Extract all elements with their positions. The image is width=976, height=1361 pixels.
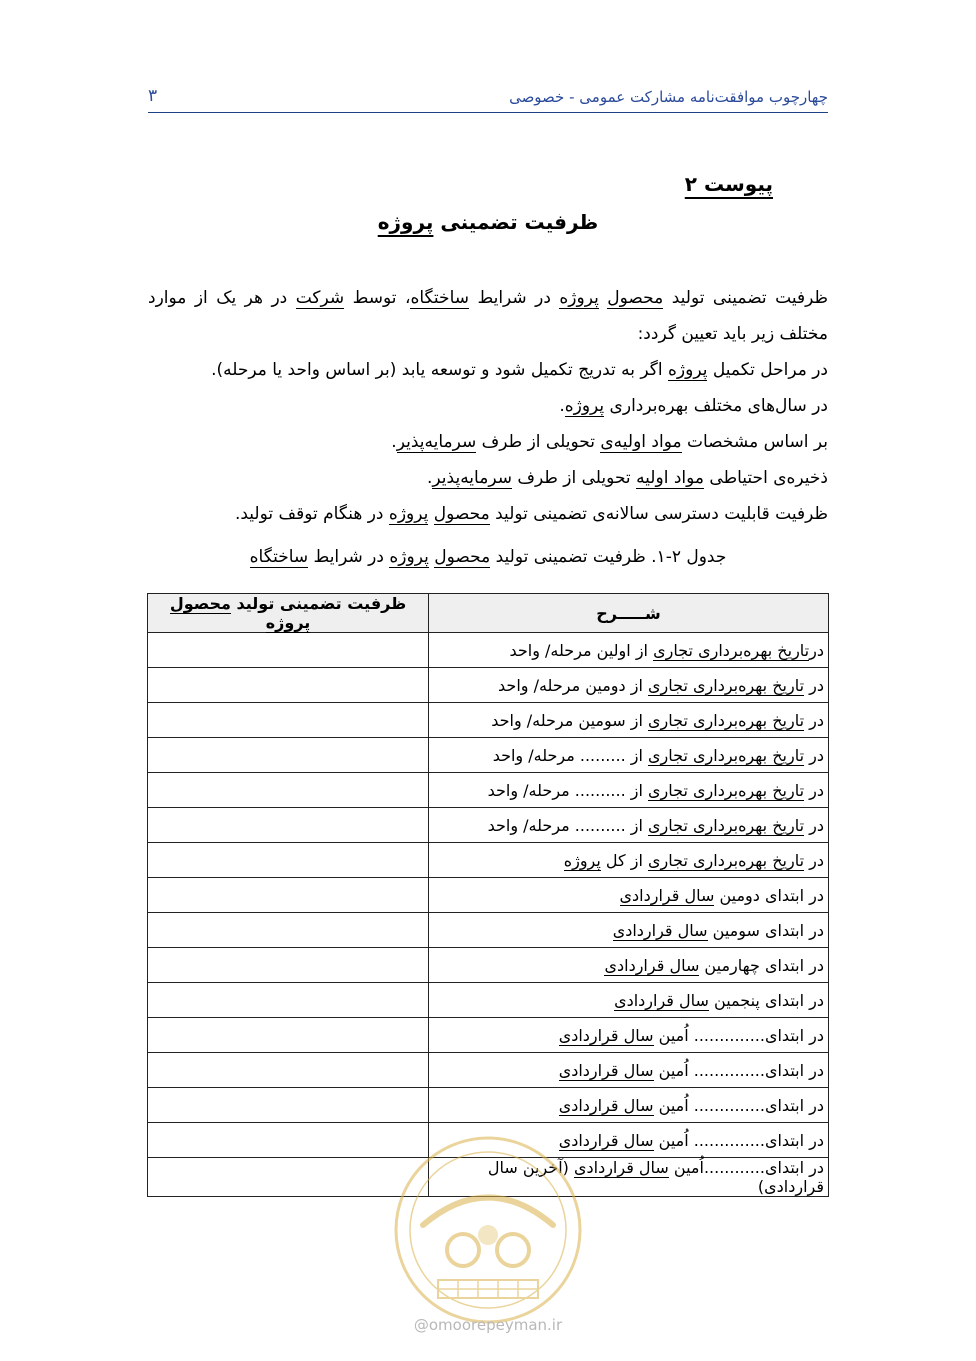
capacity-cell[interactable]	[148, 983, 429, 1018]
row-text: در	[804, 850, 824, 870]
row-text: در ابتدای............اُمین	[668, 1158, 824, 1177]
row-description	[429, 773, 829, 808]
capacity-cell[interactable]	[148, 738, 429, 773]
capacity-cell[interactable]	[148, 773, 429, 808]
row-term: سال قراردادی	[558, 1060, 654, 1080]
row-text: از کل	[600, 850, 648, 870]
row-text: در	[804, 745, 824, 765]
title-underlined: پروژه	[377, 210, 434, 234]
term-product: محصول	[607, 288, 664, 308]
row-term: سال قراردادی	[573, 1158, 669, 1177]
title-prefix: ظرفیت تضمینی	[440, 210, 599, 234]
row-text: در	[804, 815, 824, 835]
header-cap-term1: محصول	[169, 594, 231, 613]
watermark-logo-icon	[383, 1130, 593, 1330]
table-row	[148, 878, 829, 913]
item4-b: .	[427, 468, 433, 488]
row-text: در	[804, 675, 824, 695]
caption-a: جدول ۲-۱. ظرفیت تضمینی تولید	[490, 547, 727, 567]
row-term: سال قراردادی	[558, 1025, 654, 1045]
item5-sp	[428, 504, 433, 524]
row-term: سال قراردادی	[612, 920, 708, 940]
item5-term1: محصول	[433, 504, 490, 524]
header-capacity	[148, 594, 429, 633]
page-number: ۳	[148, 86, 158, 106]
table-row	[148, 913, 829, 948]
item5-b: در هنگام توقف تولید.	[234, 504, 389, 524]
table-row	[148, 983, 829, 1018]
capacity-cell[interactable]	[148, 1088, 429, 1123]
table-header-row	[148, 594, 829, 633]
row-description	[429, 1088, 829, 1123]
row-text: (آخرین سال قراردادی)	[487, 1158, 824, 1196]
item4-m: تحویلی از طرف	[511, 468, 637, 488]
capacity-cell[interactable]	[148, 948, 429, 983]
row-description	[429, 703, 829, 738]
table-row	[148, 703, 829, 738]
item4-term1: مواد اولیه	[636, 468, 705, 488]
capacity-cell[interactable]	[148, 703, 429, 738]
item4-a: ذخیره‌ی احتیاطی	[704, 468, 828, 488]
header-description: شـــــرح	[429, 594, 829, 633]
header-cap-a: ظرفیت تضمینی تولید	[230, 594, 407, 613]
capacity-cell[interactable]	[148, 808, 429, 843]
row-term: تاریخ بهره‌برداری تجاری	[648, 850, 805, 870]
row-description	[429, 668, 829, 703]
item3-b: .	[391, 432, 397, 452]
table-row	[148, 668, 829, 703]
item3-term1: مواد اولیه‌ی	[600, 432, 682, 452]
list-item	[148, 388, 828, 424]
row-description	[429, 913, 829, 948]
page-header	[148, 84, 828, 113]
item5-a: ظرفیت قابلیت دسترسی سالانه‌ی تضمینی تولید	[489, 504, 828, 524]
row-text: از دومین مرحله/ واحد	[498, 675, 648, 695]
row-text: در ابتدای پنجمین	[708, 990, 824, 1010]
term-project: پروژه	[559, 288, 599, 308]
row-term: تاریخ بهره‌برداری تجاری	[648, 780, 805, 800]
row-term: تاریخ بهره‌برداری تجاری	[653, 640, 810, 660]
item2-term: پروژه	[564, 396, 605, 416]
item3-a: بر اساس مشخصات	[681, 432, 828, 452]
table-row	[148, 948, 829, 983]
row-description	[429, 808, 829, 843]
row-text: در ابتدای چهارمین	[699, 955, 824, 975]
list-item	[148, 352, 828, 388]
caption-term1: محصول	[434, 547, 491, 567]
row-term: تاریخ بهره‌برداری تجاری	[648, 675, 805, 695]
row-text: در	[804, 710, 824, 730]
row-text: در ابتدای.............. اُمین	[653, 1130, 824, 1150]
table-row	[148, 633, 829, 668]
item1-term: پروژه	[668, 360, 708, 380]
capacity-cell[interactable]	[148, 1053, 429, 1088]
row-description	[429, 983, 829, 1018]
term-company: شرکت	[295, 288, 345, 308]
item1-b: اگر به تدریج تکمیل شود و توسعه یابد (بر اساس واحد یا مرحله).	[211, 360, 669, 380]
row-description	[429, 948, 829, 983]
table-row	[148, 1088, 829, 1123]
row-term: تاریخ بهره‌برداری تجاری	[648, 710, 805, 730]
intro-seg1: ظرفیت تضمینی تولید	[663, 288, 828, 308]
intro-seg4: در هر یک از موارد مختلف زیر باید تعیین گردد:	[148, 288, 828, 344]
list-item	[148, 496, 828, 532]
row-text: در ابتدای.............. اُمین	[653, 1060, 824, 1080]
row-text: در ابتدای سومین	[707, 920, 824, 940]
row-term: سال قراردادی	[604, 955, 700, 975]
row-term: تاریخ بهره‌برداری تجاری	[648, 745, 805, 765]
capacity-cell[interactable]	[148, 913, 429, 948]
row-term: سال قراردادی	[614, 990, 709, 1010]
row-description	[429, 1053, 829, 1088]
caption-term3: ساختگاه	[249, 547, 309, 567]
item3-m: تحویلی از طرف	[476, 432, 601, 452]
item2-b: .	[559, 396, 565, 416]
row-text: از .......... مرحله/ واحد	[487, 815, 648, 835]
caption-m: در شرایط	[308, 547, 390, 567]
row-text: از ......... مرحله/ واحد	[492, 745, 648, 765]
caption-term2: پروژه	[389, 547, 429, 567]
row-description	[429, 1018, 829, 1053]
footer-url: @omoorepeyman.ir	[413, 1316, 563, 1334]
capacity-cell[interactable]	[148, 843, 429, 878]
table-caption	[0, 547, 976, 567]
body-text	[148, 280, 828, 532]
capacity-cell[interactable]	[148, 668, 429, 703]
row-term: تاریخ بهره‌برداری تجاری	[648, 815, 805, 835]
row-text: در	[804, 780, 824, 800]
table-row	[148, 1018, 829, 1053]
row-term: سال قراردادی	[619, 885, 715, 905]
list-item	[148, 424, 828, 460]
row-text: در ابتدای دومین	[714, 885, 824, 905]
list-item	[148, 460, 828, 496]
term-site: ساختگاه	[410, 288, 469, 308]
row-text: از اولین مرحله/ واحد	[509, 640, 654, 660]
capacity-cell[interactable]	[148, 878, 429, 913]
table-row	[148, 773, 829, 808]
header-cap-term2: پروژه	[265, 613, 311, 632]
row-description	[429, 878, 829, 913]
appendix-label: پیوست ۲	[684, 172, 773, 196]
table-row	[148, 808, 829, 843]
intro-seg2: در شرایط	[469, 288, 560, 308]
row-description	[429, 633, 829, 668]
row-text: در ابتدای.............. اُمین	[653, 1095, 824, 1115]
row-text: در	[809, 640, 824, 660]
item2-a: در سال‌های مختلف بهره‌برداری	[604, 396, 828, 416]
table-row	[148, 843, 829, 878]
row-description	[429, 843, 829, 878]
row-text: از سومین مرحله/ واحد	[491, 710, 648, 730]
intro-seg3: ، توسط	[344, 288, 411, 308]
row-description	[429, 738, 829, 773]
row-text: در ابتدای.............. اُمین	[653, 1025, 824, 1045]
table-row	[148, 738, 829, 773]
capacity-table	[147, 593, 829, 1197]
item3-term2: سرمایه‌پذیر	[396, 432, 477, 452]
item5-term2: پروژه	[388, 504, 429, 524]
row-term: سال قراردادی	[558, 1130, 654, 1150]
capacity-cell[interactable]	[148, 633, 429, 668]
item4-term2: سرمایه‌پذیر	[432, 468, 512, 488]
row-term: پروژه	[563, 850, 601, 870]
row-term: سال قراردادی	[558, 1095, 654, 1115]
row-text: از .......... مرحله/ واحد	[487, 780, 648, 800]
document-title	[0, 210, 976, 234]
intro-paragraph	[148, 280, 828, 352]
item1-a: در مراحل تکمیل	[707, 360, 828, 380]
table-row	[148, 1053, 829, 1088]
capacity-cell[interactable]	[148, 1018, 429, 1053]
header-title: چهارچوب موافقت‌نامه مشارکت عمومی - خصوصی	[509, 88, 828, 106]
